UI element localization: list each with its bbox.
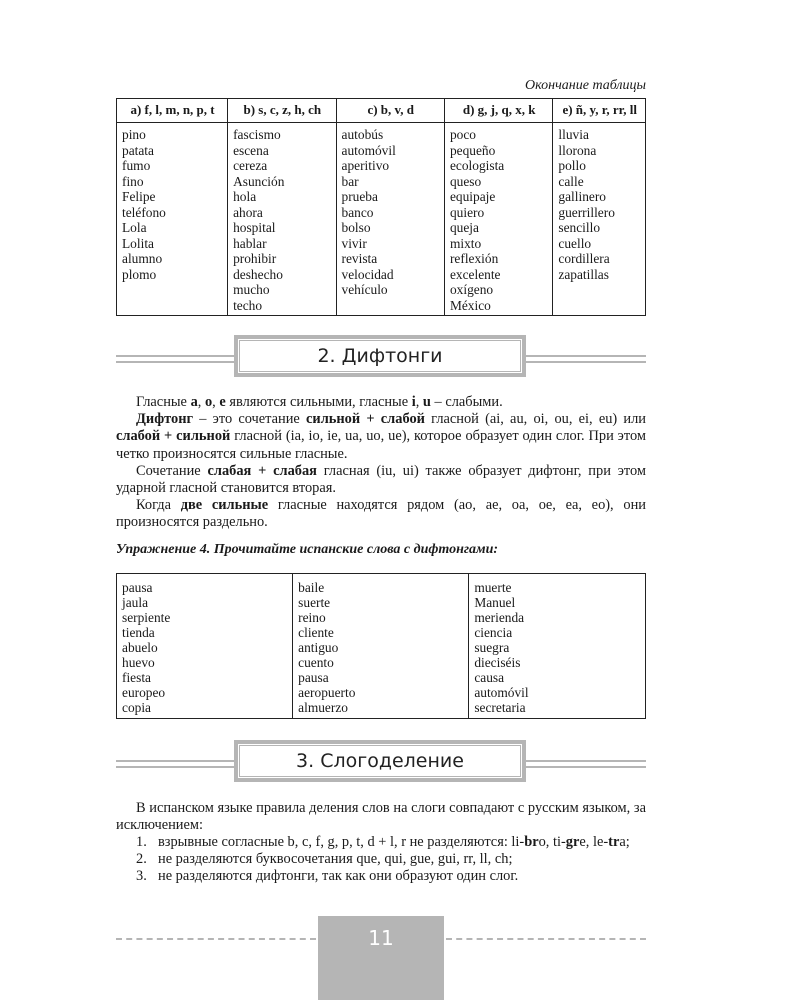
word: abuelo [122, 640, 158, 655]
column-header: e) ñ, y, r, rr, ll [553, 99, 646, 123]
footer-divider [116, 938, 316, 940]
word: pino [122, 127, 146, 142]
word: autobús [341, 127, 384, 142]
word: secretaria [474, 700, 526, 715]
word: llorona [558, 142, 597, 158]
paragraph: Когда две сильные гласные находятся рядом (ao, ae, oa, oe, ea, eo), они произносятся раздельно. [116, 497, 646, 531]
word: pequeño [449, 142, 496, 158]
word: lluvia [558, 127, 589, 142]
word: hospital [233, 220, 276, 235]
word: Lola [122, 220, 147, 235]
word: Lolita [122, 235, 154, 251]
diphthongs-text [116, 394, 646, 532]
page-number: 11 [318, 916, 444, 1000]
word: bolso [341, 220, 371, 235]
word: dieciséis [474, 655, 521, 670]
word: excelente [449, 266, 501, 282]
word: ciencia [474, 625, 513, 640]
word: aeropuerto [298, 685, 356, 700]
table-cell [117, 574, 293, 719]
word: fascismo [233, 127, 281, 142]
word: baile [298, 580, 325, 595]
word: México [449, 297, 491, 313]
syllable-rules-list [116, 834, 646, 886]
word: merienda [474, 610, 525, 625]
word: tienda [122, 625, 155, 640]
word: suerte [298, 595, 331, 610]
word: huevo [122, 655, 155, 670]
table-cell [469, 574, 646, 719]
table-header-row [117, 99, 646, 123]
word: pausa [122, 580, 153, 595]
word: mucho [233, 282, 270, 297]
table-cell [293, 574, 469, 719]
word: sencillo [558, 220, 601, 235]
word: zapatillas [558, 266, 609, 282]
syllables-intro [116, 800, 646, 834]
table-cell [553, 123, 646, 316]
word: cuello [558, 235, 592, 251]
section-title: 2. Дифтонги [239, 340, 521, 372]
paragraph: Сочетание слабая + слабая гласная (iu, ui) также образует дифтонг, при этом ударной гласной становится вторая. [116, 462, 646, 497]
word: prueba [341, 189, 378, 204]
word: equipaje [449, 189, 496, 204]
word: ecologista [449, 158, 505, 173]
table-cell [444, 123, 552, 316]
column-header: a) f, l, m, n, p, t [117, 99, 228, 123]
word: queso [449, 173, 482, 189]
list-item: 2. не разделяются буквосочетания que, qui, gue, gui, rr, ll, ch; [136, 851, 513, 868]
section-heading-syllables [116, 742, 646, 788]
word: almuerzo [298, 700, 348, 715]
word: Manuel [474, 595, 516, 610]
paragraph: Гласные a, o, e являются сильными, гласные i, u – слабыми. [136, 394, 503, 410]
word: velocidad [341, 266, 394, 282]
word: reino [298, 610, 326, 625]
word: automóvil [474, 685, 529, 700]
diphthongs-words-table [116, 573, 646, 719]
word: teléfono [122, 204, 166, 220]
word: oxígeno [449, 282, 494, 297]
table-row [117, 123, 646, 316]
word: cliente [298, 625, 334, 640]
word: revista [341, 251, 378, 266]
word: causa [474, 670, 505, 685]
word: fiesta [122, 670, 151, 685]
word: calle [558, 173, 584, 189]
word: cuento [298, 655, 334, 670]
divider [526, 760, 646, 768]
word: alumno [122, 251, 163, 266]
word: patata [122, 142, 154, 158]
word: automóvil [341, 142, 396, 158]
word: aperitivo [341, 158, 390, 173]
table-cell [117, 123, 228, 316]
paragraph: В испанском языке правила деления слов на слоги совпадают с русским языком, за исключением: [116, 800, 646, 834]
word: Asunción [233, 173, 285, 189]
word: suegra [474, 640, 510, 655]
word: cereza [233, 158, 268, 173]
divider [526, 355, 646, 363]
list-item: 1. взрывные согласные b, c, f, g, p, t, d + l, r не разделяются: li-bro, ti-gre, le-tra; [136, 834, 630, 850]
word: hola [233, 189, 257, 204]
word: muerte [474, 580, 512, 595]
table-cell [336, 123, 444, 316]
heading-frame [234, 335, 526, 377]
word: cordillera [558, 251, 610, 266]
word: fumo [122, 158, 151, 173]
word: prohibir [233, 251, 277, 266]
word: pollo [558, 158, 586, 173]
word: escena [233, 142, 269, 158]
list-item: 3. не разделяются дифтонги, так как они образуют один слог. [136, 868, 519, 885]
section-title: 3. Слогоделение [239, 745, 521, 777]
table-row [117, 574, 646, 719]
paragraph: Дифтонг – это сочетание сильной + слабой гласной (ai, au, oi, ou, ei, eu) или слабой + сильной гласной (ia, io, ie, ua, uo, ue), которое образует один слог. При этом четко произносятся сильные гласные. [116, 411, 646, 462]
column-header: d) g, j, q, x, k [444, 99, 552, 123]
table-caption: Окончание таблицы [525, 78, 646, 93]
word: mixto [449, 235, 482, 251]
column-header: c) b, v, d [336, 99, 444, 123]
section-heading-diphthongs [116, 337, 646, 383]
word: reflexión [449, 251, 499, 266]
heading-frame [234, 740, 526, 782]
word: antiguo [298, 640, 339, 655]
word: guerrillero [558, 204, 615, 220]
word: gallinero [558, 189, 606, 204]
word: plomo [122, 266, 157, 282]
exercise-title: Упражнение 4. Прочитайте испанские слова с дифтонгами: [116, 542, 499, 557]
divider [116, 355, 236, 363]
divider [116, 760, 236, 768]
word: ahora [233, 204, 263, 220]
word: pausa [298, 670, 329, 685]
word: vivir [341, 235, 367, 251]
word: copia [122, 700, 151, 715]
word: fino [122, 173, 144, 189]
word: queja [449, 220, 479, 235]
word: serpiente [122, 610, 171, 625]
word: deshecho [233, 266, 283, 282]
consonants-table [116, 98, 646, 316]
word: bar [341, 173, 359, 189]
column-header: b) s, c, z, h, ch [228, 99, 336, 123]
word: europeo [122, 685, 166, 700]
word: Felipe [122, 189, 156, 204]
word: jaula [122, 595, 149, 610]
table-cell [228, 123, 336, 316]
word: banco [341, 204, 374, 220]
word: hablar [233, 235, 267, 251]
word: poco [449, 127, 476, 142]
footer-divider [446, 938, 646, 940]
word: vehículo [341, 282, 388, 297]
word: techo [233, 297, 263, 313]
word: quiero [449, 204, 485, 220]
